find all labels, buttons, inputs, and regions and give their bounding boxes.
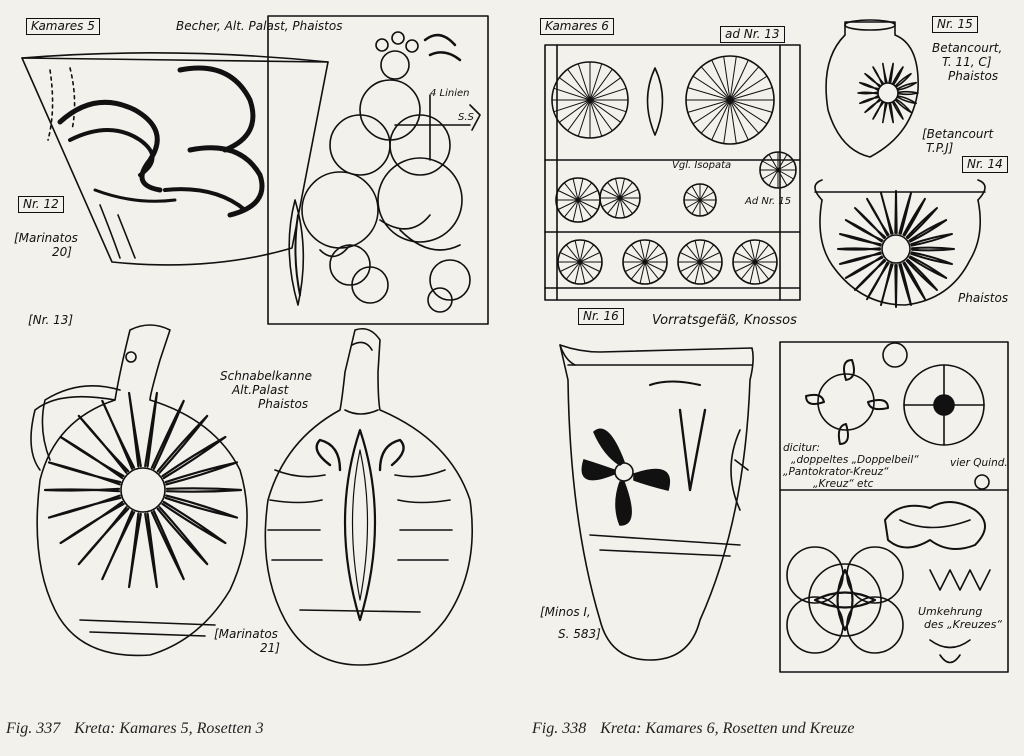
ref-marinatos21-line1: [Marinatos: [214, 627, 278, 641]
note-vgl: Vgl. Isopata: [672, 160, 732, 171]
ref-betancourt2-line1: [Betancourt: [922, 127, 994, 141]
rosette-ray: [893, 102, 903, 119]
grid-rosette-ray: [755, 253, 775, 263]
note-dicitur-line4: „Kreuz“ etc: [813, 478, 874, 491]
ref-betancourt2: [922, 128, 993, 156]
ref-minos-line2: S. 583]: [558, 626, 601, 641]
note-umkehrung-line2: des „Kreuzes“: [924, 617, 1003, 631]
rosette-ray: [883, 104, 887, 123]
note-dicitur-line1: dicitur:: [783, 442, 820, 454]
grid-rosette-ray: [578, 100, 590, 136]
rosette-ray: [102, 401, 134, 469]
grid-rosette-ray: [602, 189, 620, 198]
label-nr12: Nr. 12: [18, 196, 64, 213]
label-nr14: Nr. 14: [962, 156, 1008, 173]
caption-fig337-text: Kreta: Kamares 5, Rosetten 3: [74, 720, 264, 737]
grid-rosette-ray: [568, 69, 590, 100]
caption-fig337: [6, 720, 264, 738]
grid-rosette-ray: [590, 88, 626, 100]
grid-rosette-ray: [590, 100, 621, 122]
small-jar-drawing: [826, 20, 918, 157]
rosette-ray: [838, 248, 880, 249]
grid-rosette-ray: [580, 262, 600, 272]
grid-rosette-ray: [578, 200, 598, 210]
ref-minos-line1: [Minos I,: [540, 605, 591, 619]
note-schnabelkanne-line1: Schnabelkanne: [220, 369, 313, 383]
note-dicitur-line3: „Pantokrator-Kreuz“: [783, 466, 889, 479]
grid-rosette-ray: [590, 78, 621, 100]
grid-rosette-ray: [680, 262, 700, 272]
ref-marinatos20-line2: 20]: [52, 244, 72, 259]
grid-rosette-ray: [578, 64, 590, 100]
grid-rosette-ray: [688, 88, 730, 100]
grid-rosette-ray: [590, 69, 612, 100]
rosette-ray: [889, 104, 893, 123]
ref-minos: [540, 606, 601, 642]
ref-betancourt2-line2: T.P.J]: [926, 140, 954, 155]
grid-rosette-ray: [688, 100, 730, 112]
grid-rosette-ray: [559, 100, 590, 122]
note-schnabelkanne-line3: Phaistos: [258, 396, 309, 411]
rosette-ray: [858, 92, 877, 93]
rosette-ray: [895, 265, 896, 307]
grid-rosette-ray: [578, 191, 598, 201]
note-ss: S.S: [458, 112, 474, 123]
ref-betancourt-line3: Phaistos: [948, 68, 999, 83]
note-umkehrung-line1: Umkehrung: [918, 605, 983, 618]
grid-rosette-ray: [735, 253, 755, 263]
grid-rosette-ray: [554, 88, 590, 100]
grid-rosette-ray: [580, 253, 600, 263]
ref-marinatos20: [14, 232, 78, 260]
rosette-ray: [45, 489, 119, 491]
title-vorratsgefaess: Vorratsgefäß, Knossos: [652, 313, 797, 328]
grid-rosette-ray: [590, 64, 602, 100]
note-umkehrung: [918, 606, 1002, 631]
ref-marinatos21-line2: 21]: [260, 640, 280, 655]
rosette-ray: [860, 96, 878, 103]
rosette-ray: [129, 514, 141, 587]
rosette-ray: [893, 67, 903, 84]
label-nr15: Nr. 15: [932, 16, 978, 33]
rosette-ray: [912, 248, 954, 251]
rosette-ray: [883, 64, 887, 83]
grid-rosette-ray: [590, 100, 612, 131]
grid-rosette-ray: [700, 262, 720, 272]
ref-betancourt: [932, 42, 1002, 83]
ref-marinatos20-line1: [Marinatos: [14, 231, 78, 245]
rosette-ray: [49, 462, 120, 484]
note-4linien: 4 Linien: [430, 88, 470, 99]
note-vier: vier Quind.: [950, 457, 1008, 469]
rosette-ray: [49, 496, 120, 518]
rosette-ray: [129, 393, 141, 466]
grid-rosette-ray: [620, 198, 638, 207]
ref-marinatos21: [214, 628, 280, 656]
grid-rosette-ray: [568, 100, 590, 131]
grid-rosette-ray: [620, 189, 638, 198]
grid-rosette-ray: [735, 262, 755, 272]
rosette-ray: [102, 511, 134, 579]
rosette-ray: [899, 92, 918, 95]
grid-rosette-ray: [680, 253, 700, 263]
bowl-drawing: [815, 180, 985, 307]
label-nr16: Nr. 16: [578, 308, 624, 325]
caption-fig338-number: Fig. 338: [532, 720, 587, 737]
grid-rosette-ray: [730, 100, 772, 112]
caption-fig338: [532, 720, 854, 738]
rosette-ray: [167, 488, 241, 491]
note-dicitur: [783, 442, 919, 490]
rosette-ray: [145, 514, 157, 587]
grid-rosette-ray: [590, 100, 626, 112]
label-ad-nr13: ad Nr. 13: [720, 26, 785, 43]
caption-fig337-number: Fig. 337: [6, 720, 61, 737]
note-schnabelkanne-line2: Alt.Palast: [232, 382, 289, 397]
title-becher: Becher, Alt. Palast, Phaistos: [176, 19, 343, 33]
grid-rosette-ray: [700, 253, 720, 263]
ref-betancourt-line1: Betancourt,: [932, 41, 1003, 55]
grid-rosette-ray: [730, 88, 772, 100]
grid-rosette-ray: [554, 100, 590, 112]
kamares6-grid-drawing: [545, 45, 800, 300]
note-dicitur-line2: „doppeltes „Doppelbeil“: [791, 454, 919, 467]
note-ad-nr15: Ad Nr. 15: [745, 196, 792, 207]
ref-betancourt-line2: T. 11, C]: [942, 54, 992, 69]
panel-label-kamares5: Kamares 5: [26, 18, 100, 35]
grid-rosette-ray: [560, 262, 580, 272]
label-phaistos: Phaistos: [958, 291, 1009, 305]
rosette-ray: [889, 64, 893, 83]
label-nr13: [Nr. 13]: [28, 313, 74, 327]
rosette-ray: [860, 83, 878, 90]
grid-rosette-ray: [625, 262, 645, 272]
grid-rosette-ray: [602, 198, 620, 207]
rosette-ray: [895, 191, 896, 233]
grid-rosette-ray: [558, 200, 578, 210]
grid-rosette-ray: [560, 253, 580, 263]
beaked-jug-left-drawing: [31, 325, 247, 655]
grid-rosette-ray: [755, 262, 775, 272]
caption-fig338-text: Kreta: Kamares 6, Rosetten und Kreuze: [600, 720, 855, 737]
grid-rosette-ray: [625, 253, 645, 263]
grid-rosette-ray: [645, 262, 665, 272]
grid-rosette-ray: [558, 191, 578, 201]
grid-rosette-ray: [645, 253, 665, 263]
grid-rosette-ray: [559, 78, 590, 100]
panel-label-kamares6: Kamares 6: [540, 18, 614, 35]
grid-rosette-ray: [590, 100, 602, 136]
note-schnabelkanne: [220, 370, 312, 411]
rosette-ray: [145, 393, 157, 466]
